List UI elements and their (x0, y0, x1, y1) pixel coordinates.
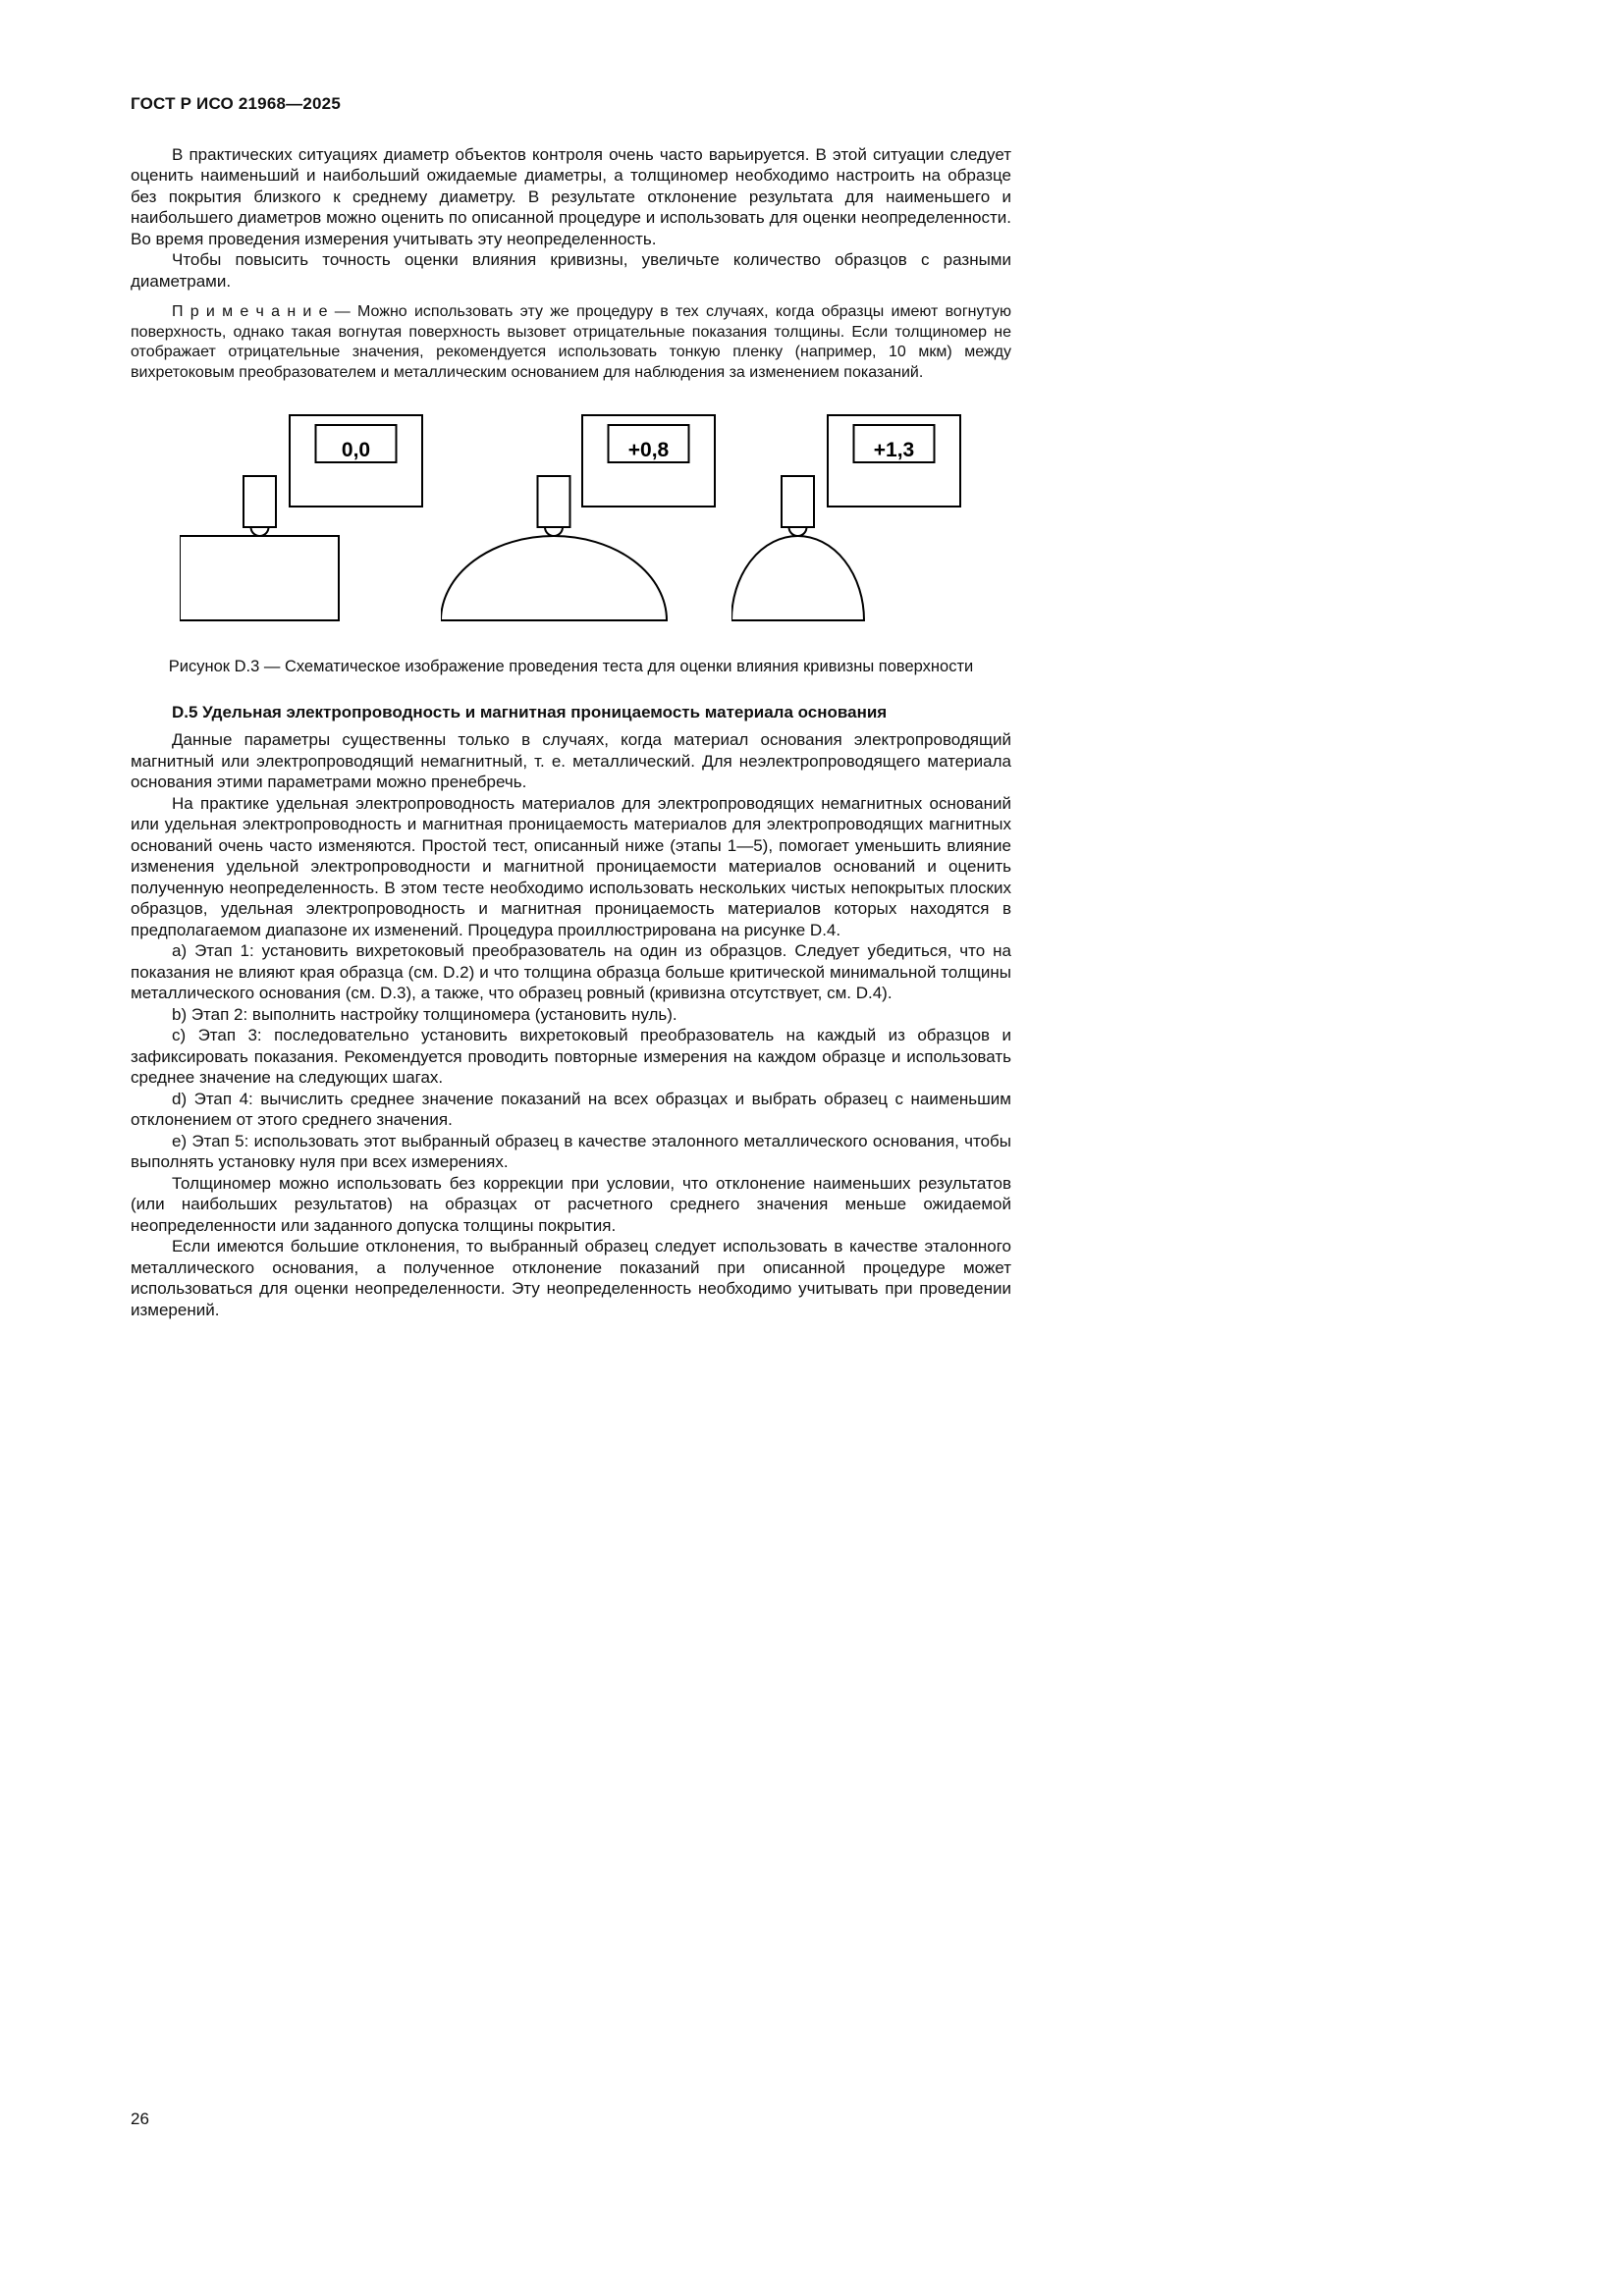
document-code: ГОСТ Р ИСО 21968—2025 (131, 94, 341, 113)
document-page (131, 93, 1011, 1320)
figure-d3-caption: Рисунок D.3 — Схематическое изображение проведения теста для оценки влияния кривизны поверхности (168, 658, 974, 675)
schematic-small-radius-surface (731, 414, 962, 630)
flat-base (180, 536, 339, 620)
convex-base-large (441, 536, 667, 620)
display-reading: 0,0 (341, 439, 371, 461)
d5-paragraph-3: Толщиномер можно использовать без коррекции при условии, что отклонение наименьших результатов (или наибольших результатов) на образцах от расчетного среднего значения меньше ожидаемой неопределенности или заданного допуска толщины покрытия. (131, 1173, 1011, 1235)
figure-d3-schematics-row (131, 414, 1011, 630)
probe-tip (545, 527, 563, 536)
d5-step-a: a) Этап 1: установить вихретоковый преобразователь на один из образцов. Следует убедиться, что на показания не влияют края образца (см. D.2) и что толщина образца больше критической минимальной толщины металлического основания (см. D.3), а также, что образец ровный (кривизна отсутствует, см. D.4). (131, 941, 1011, 1002)
note-paragraph: П р и м е ч а н и е — Можно использовать эту же процедуру в тех случаях, когда образцы имеют вогнутую поверхность, однако такая вогнутая поверхность вызовет отрицательные показания толщины. Если толщиномер не отображает отрицательные значения, рекомендуется использовать тонкую пленку (например, 10 мкм) между вихретоковым преобразователем и металлическим основанием для наблюдения за изменением показаний. (131, 303, 1011, 381)
d5-steps-list (131, 940, 1011, 1173)
convex-base-small (731, 536, 864, 620)
d5-step-c: c) Этап 3: последовательно установить вихретоковый преобразователь на каждый из образцов и зафиксировать показания. Рекомендуется проводить повторные измерения на каждом образце и использовать среднее значение на следующих шагах. (131, 1026, 1011, 1087)
probe (782, 476, 814, 527)
probe-tip (251, 527, 269, 536)
schematic-large-radius-surface (441, 414, 716, 630)
probe (244, 476, 276, 527)
display-reading: +0,8 (627, 439, 670, 461)
d5-paragraph-1: Данные параметры существенны только в случаях, когда материал основания электропроводящий магнитный или электропроводящий немагнитный, т. е. металлический. Для неэлектропроводящего материала основания этими параметрами можно пренебречь. (131, 730, 1011, 791)
d5-step-b: b) Этап 2: выполнить настройку толщиномера (установить нуль). (172, 1004, 677, 1024)
probe (538, 476, 570, 527)
section-d5-heading: D.5 Удельная электропроводность и магнитная проницаемость материала основания (172, 702, 888, 721)
d5-paragraph-4: Если имеются большие отклонения, то выбранный образец следует использовать в качестве эталонного металлического основания, а полученное отклонение показаний при описанной процедуре может использоваться для оценки неопределенности. Эту неопределенность необходимо учитывать при проведении измерений. (131, 1237, 1011, 1319)
d5-step-e: e) Этап 5: использовать этот выбранный образец в качестве эталонного металлического основания, чтобы выполнять установку нуля при всех измерениях. (131, 1131, 1011, 1171)
d5-step-d: d) Этап 4: вычислить среднее значение показаний на всех образцах и выбрать образец с наименьшим отклонением от этого среднего значения. (131, 1089, 1011, 1129)
display-reading: +1,3 (873, 439, 915, 461)
probe-tip (789, 527, 807, 536)
d5-paragraph-2: На практике удельная электропроводность материалов для электропроводящих немагнитных оснований или удельная электропроводность и магнитная проницаемость материалов для электропроводящих магнитных оснований очень часто изменяются. Простой тест, описанный ниже (этапы 1—5), помогает уменьшить влияние изменения удельной электропроводности и магнитной проницаемости материалов оснований и оценить полученную неопределенность. В этом тесте необходимо использовать нескольких чистых непокрытых плоских образцов, удельная электропроводность и магнитная проницаемость материалов которых находятся в предполагаемом диапазоне их изменений. Процедура проиллюстрирована на рисунке D.4. (131, 793, 1011, 939)
schematic-flat-surface (180, 414, 425, 630)
figure-d3 (131, 414, 1011, 678)
intro-paragraph-1: В практических ситуациях диаметр объектов контроля очень часто варьируется. В этой ситуации следует оценить наименьший и наибольший ожидаемые диаметры, а толщиномер необходимо настроить на образце без покрытия близкого к среднему диаметру. В результате отклонение результата для наименьшего и наибольшего диаметров можно оценить по описанной процедуре и использовать для оценки неопределенности. Во время проведения измерения учитывать эту неопределенность. (131, 144, 1011, 248)
page-number: 26 (131, 2109, 149, 2128)
intro-paragraph-2: Чтобы повысить точность оценки влияния кривизны, увеличьте количество образцов с разными диаметрами. (131, 250, 1011, 291)
